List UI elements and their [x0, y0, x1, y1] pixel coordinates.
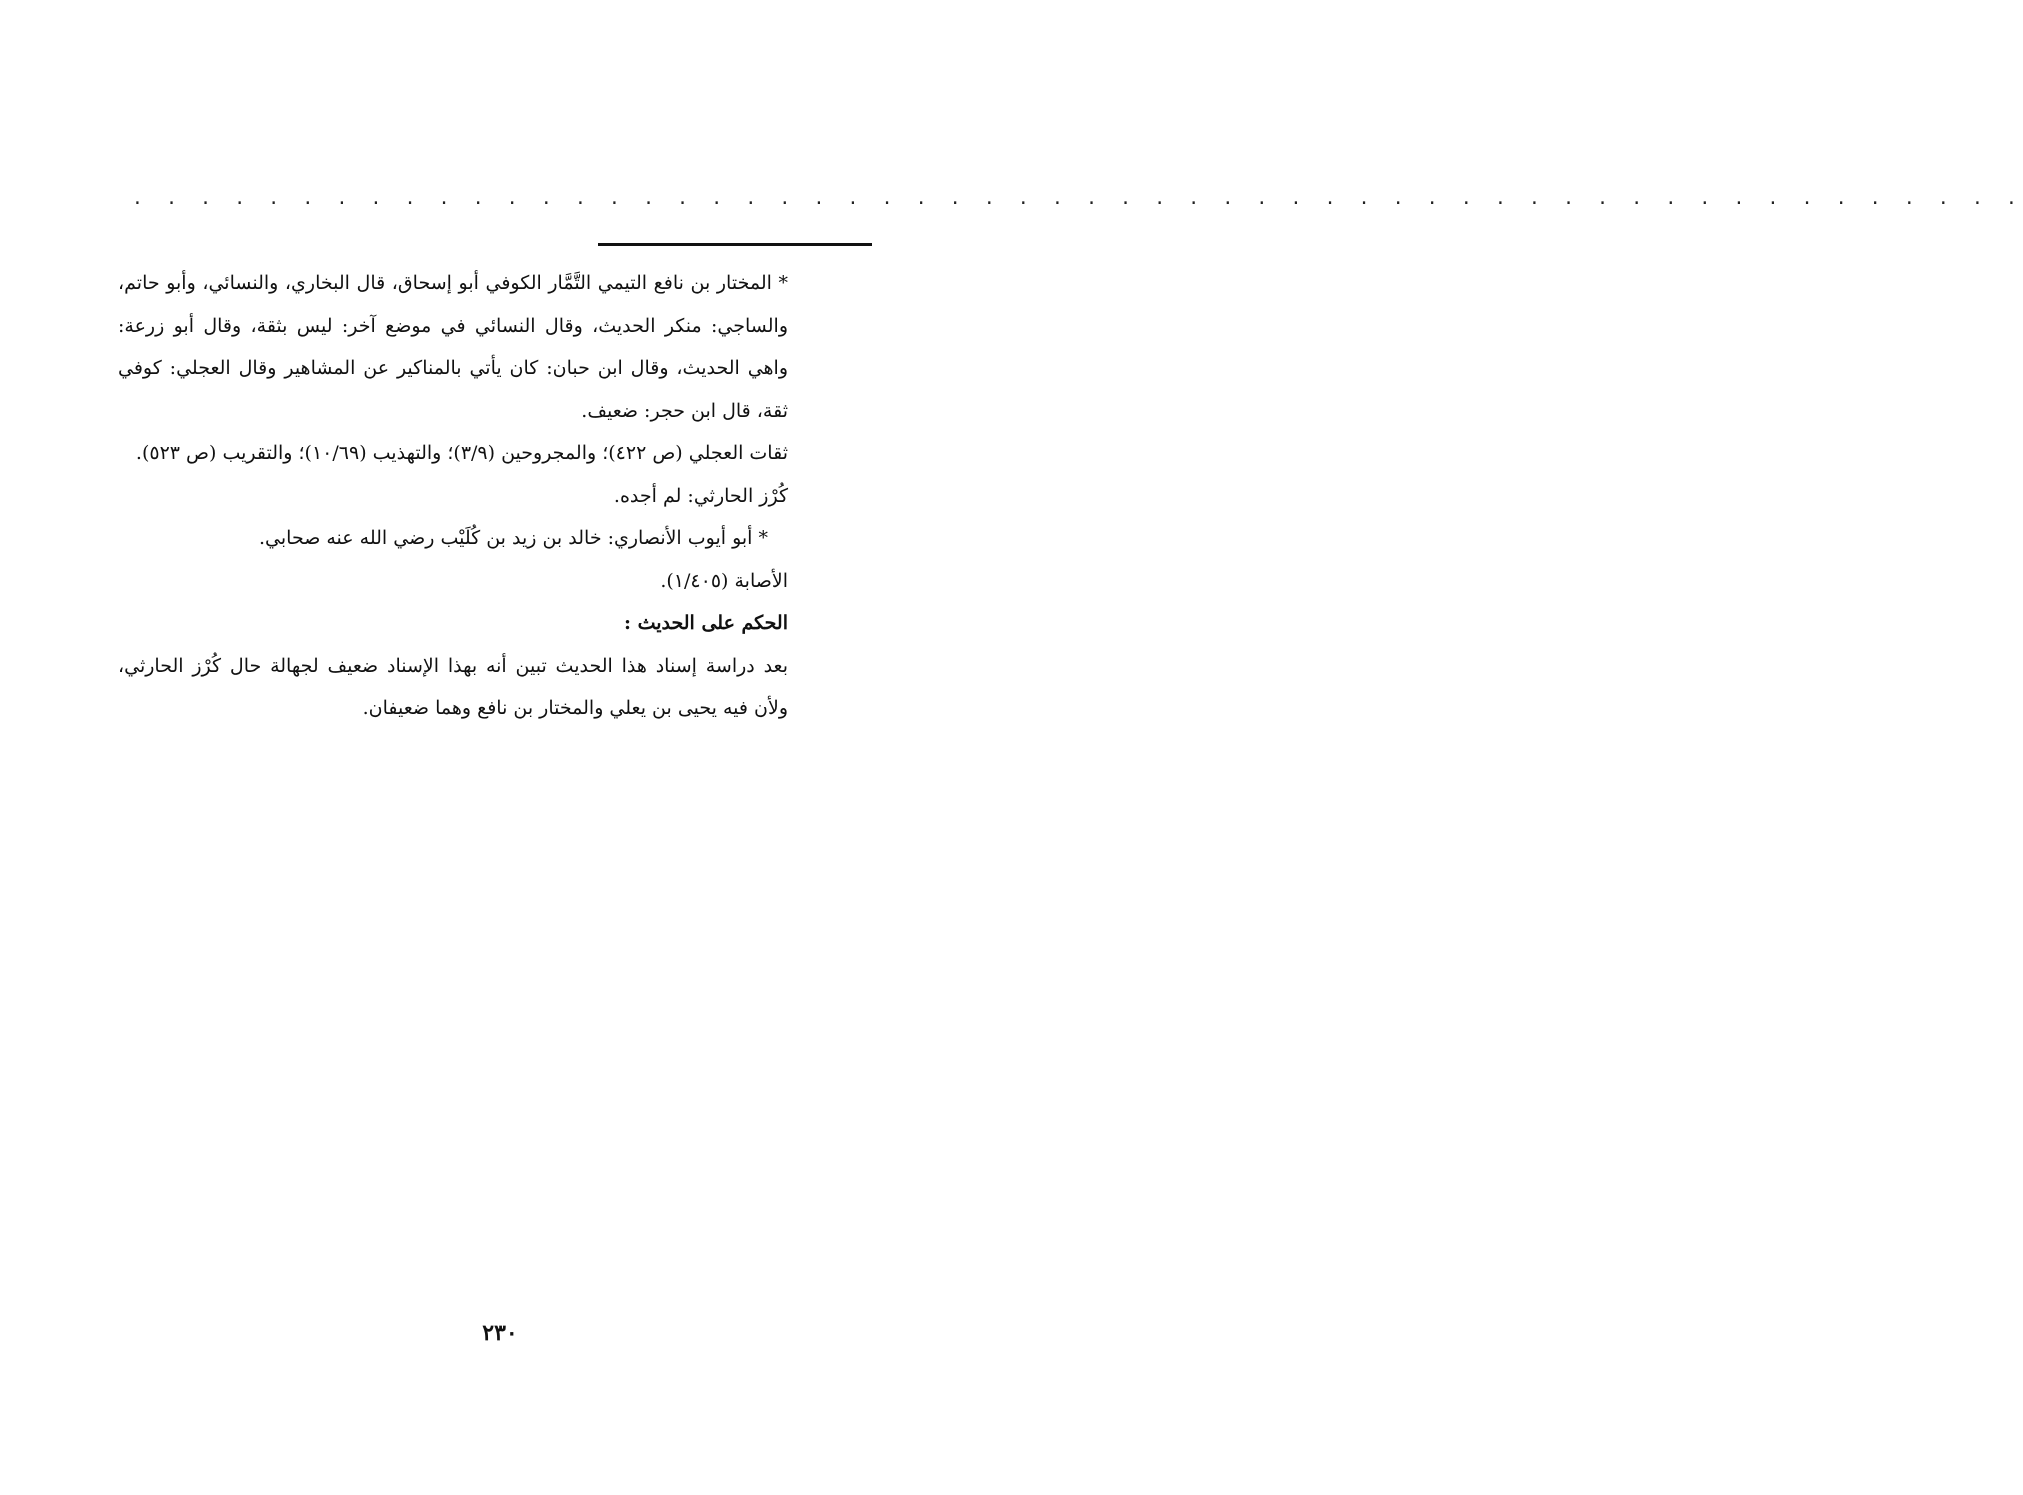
source-citation: ثقات العجلي (ص ٤٢٢)؛ والمجروحين (٣/٩)؛ والتهذيب (١٠/٦٩)؛ والتقريب (ص ٥٢٣). — [135, 442, 788, 464]
conclusion-text: بعد دراسة إسناد هذا الحديث تبين أنه بهذا الإسناد ضعيف لجهالة حال كُرْز الحارثي، ولأن فيه يحيى بن يعلي والمختار بن نافع وهما ضعيفان. — [118, 654, 788, 719]
source-citation-isaba: الأصابة (١/٤٠٥). — [660, 569, 788, 592]
page-number: ٢٣٠ — [482, 1320, 518, 1346]
narrator-entry-kurz: كُرْز الحارثي: لم أجده. — [613, 484, 788, 507]
footnote-body — [118, 262, 788, 730]
dotted-separator: . . . . . . . . . . . . . . . . . . . . . . . . . . . . . . . . . . . . . . . . . . . . . . . . . . . . . . . . — [132, 188, 2023, 209]
narrator-entry-mukhtar: * المختار بن نافع التيمي التَّمَّار الكوفي أبو إسحاق، قال البخاري، والنسائي، وأبو حاتم، والساجي: منكر الحديث، وقال النسائي في موضع آخر: ليس بثقة، وقال أبو زرعة: واهي الحديث، وقال ابن حبان: كان يأتي بالمناكير عن المشاهير وقال العجلي: كوفي ثقة، قال ابن حجر: ضعيف. — [118, 272, 788, 422]
section-heading: الحكم على الحديث : — [623, 612, 788, 634]
narrator-entry-abu-ayyub: * أبو أيوب الأنصاري: خالد بن زيد بن كُلَيْب رضي الله عنه صحابي. — [258, 527, 768, 549]
footnote-rule — [598, 243, 872, 246]
